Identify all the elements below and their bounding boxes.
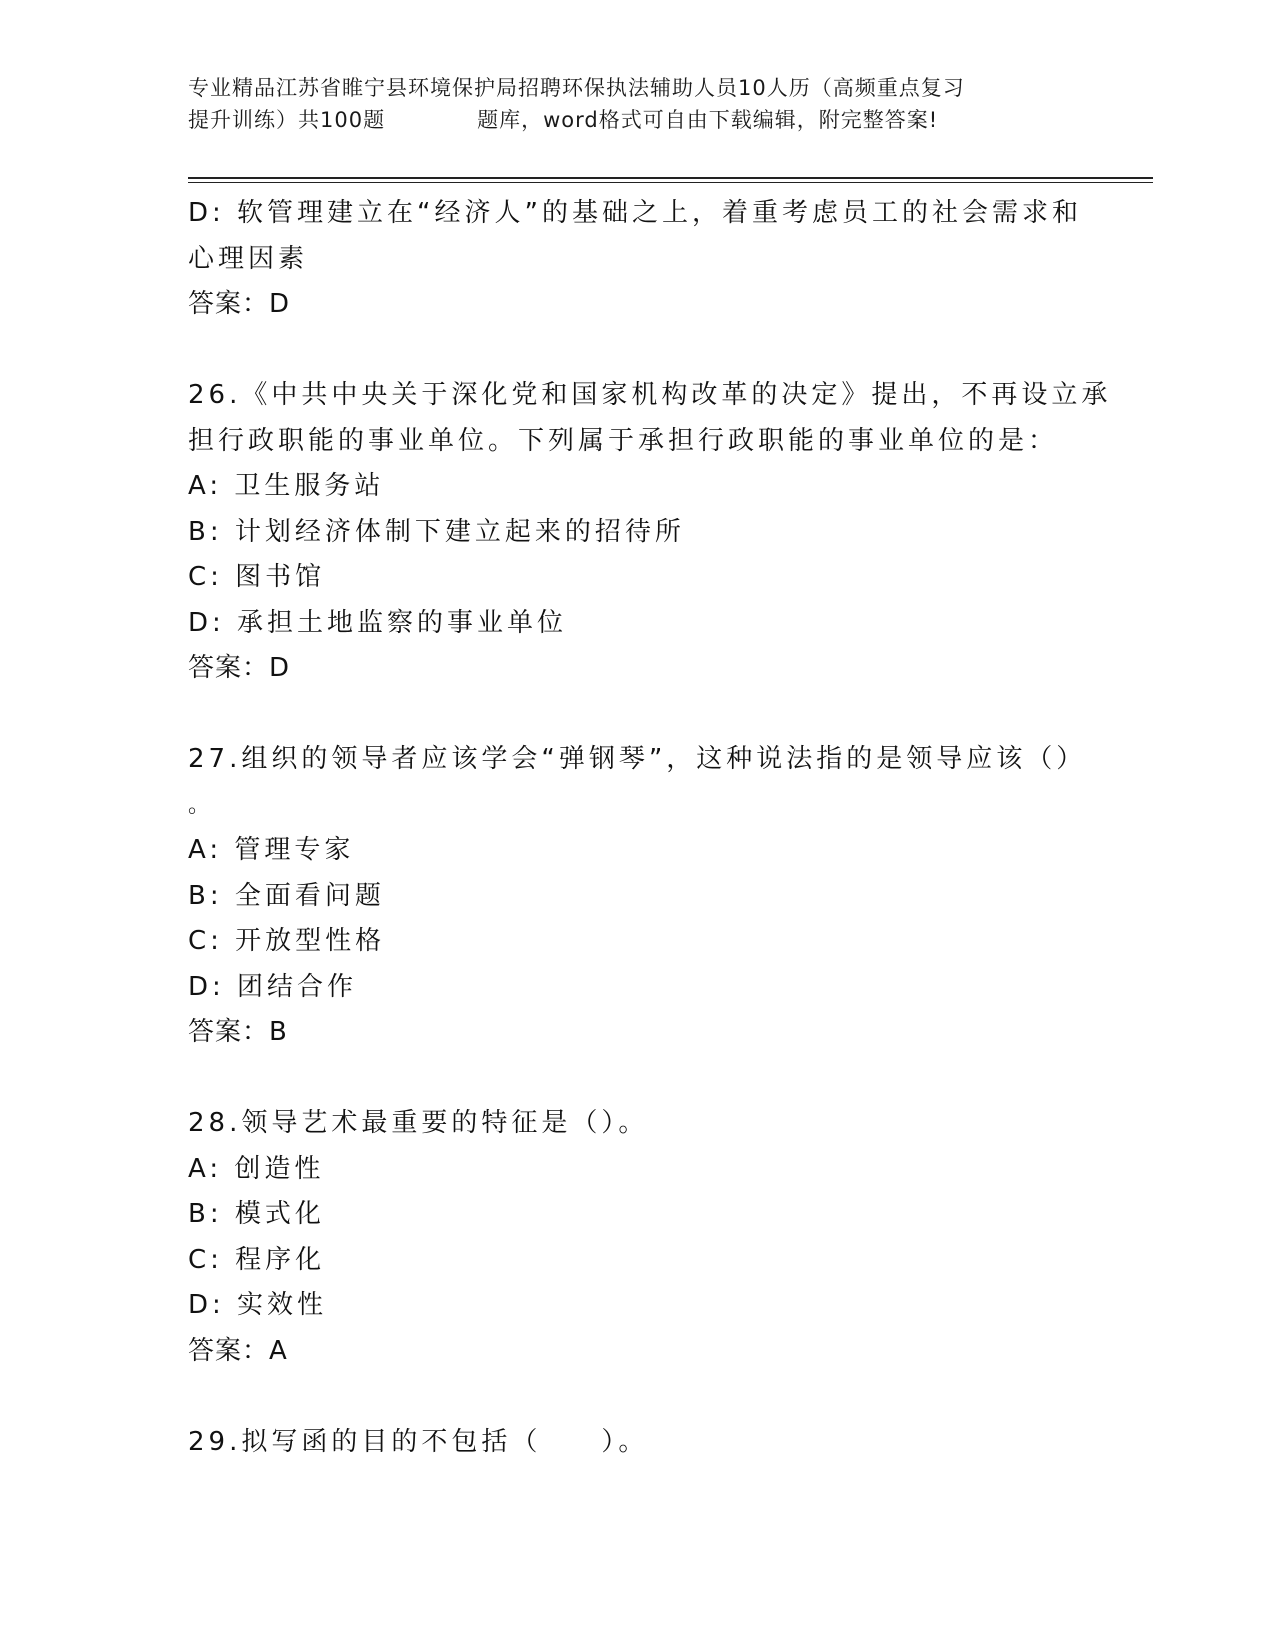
option-d: D: 团结合作: [188, 971, 358, 1002]
question-content: [188, 191, 1112, 1465]
option-d: D: 承担土地监察的事业单位: [188, 607, 568, 638]
header-line-2: [188, 104, 1088, 136]
option-a: A: 创造性: [188, 1153, 325, 1184]
question-stem-continued: 担行政职能的事业单位。下列属于承担行政职能的事业单位的是：: [188, 425, 1059, 456]
question-stem: 28.领导艺术最重要的特征是（）。: [188, 1108, 649, 1138]
option-a: A: 卫生服务站: [188, 471, 385, 501]
option-c: C: 程序化: [188, 1244, 326, 1275]
question-26: [188, 373, 1112, 692]
question-stem-continued: 。: [188, 792, 215, 818]
option-b: B: 全面看问题: [188, 880, 385, 911]
header-line-1: 专业精品江苏省睢宁县环境保护局招聘环保执法辅助人员10人历（高频重点复习: [188, 76, 965, 100]
header-divider-thin: [188, 182, 1153, 183]
option-d-continued: 心理因素: [188, 243, 309, 274]
answer: 答案：D: [188, 653, 291, 683]
question-stem: 27.组织的领导者应该学会“弹钢琴”，这种说法指的是领导应该（）: [188, 744, 1087, 774]
header-line-2-right: 题库，word格式可自由下载编辑，附完整答案!: [477, 108, 939, 132]
question-25-tail: [188, 191, 1088, 328]
option-c: C: 开放型性格: [188, 926, 386, 956]
option-c: C: 图书馆: [188, 562, 326, 592]
question-28: [188, 1101, 1088, 1374]
question-stem: 29.拟写函的目的不包括（ ）。: [188, 1426, 649, 1457]
header-line-2-left: 提升训练）共100题: [188, 108, 386, 132]
option-b: B: 计划经济体制下建立起来的招待所: [188, 516, 685, 547]
answer: 答案：B: [188, 1017, 288, 1047]
option-b: B: 模式化: [188, 1199, 325, 1229]
page-header: [188, 72, 1088, 136]
answer: 答案：D: [188, 289, 291, 319]
header-divider-thick: [188, 177, 1153, 179]
answer: 答案：A: [188, 1335, 288, 1366]
question-stem: 26.《中共中央关于深化党和国家机构改革的决定》提出，不再设立承: [188, 380, 1112, 410]
question-29: [188, 1420, 1088, 1466]
question-27: [188, 737, 1088, 1056]
option-d: D: 软管理建立在“经济人”的基础之上，着重考虑员工的社会需求和: [188, 198, 1082, 228]
option-d: D: 实效性: [188, 1290, 328, 1320]
option-a: A: 管理专家: [188, 835, 355, 865]
